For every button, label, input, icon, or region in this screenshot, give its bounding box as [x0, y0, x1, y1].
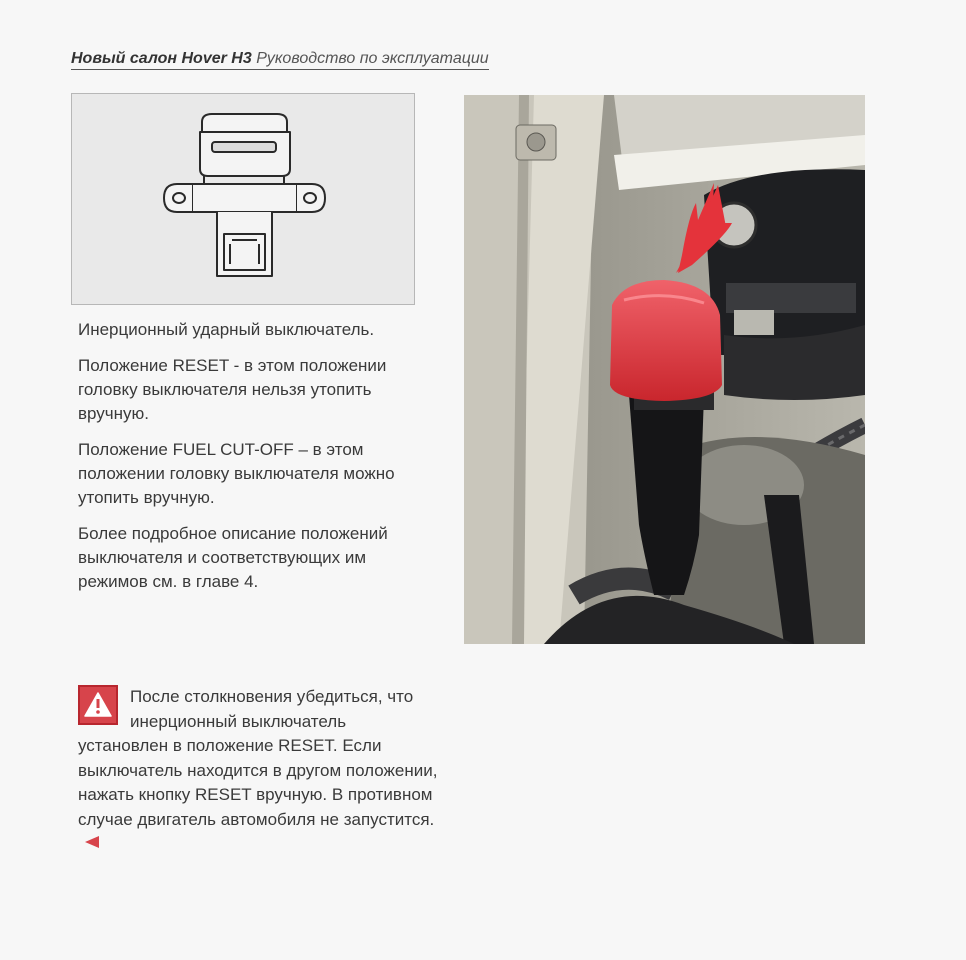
- warning-text: После столкновения убедиться, что инерционный выключатель установлен в положение RESET. Если выключатель находится в другом положении, нажать кнопку RESET вручную. В противном случае двигатель автомобиля не запустится.: [78, 687, 438, 829]
- engine-bay-photo: [464, 95, 865, 644]
- header-brand: Новый салон Hover H3: [71, 50, 252, 67]
- engine-bay-illustration: [464, 95, 865, 644]
- warning-block: [78, 685, 438, 857]
- inertia-switch-diagram: [71, 93, 415, 305]
- inertia-switch-drawing: [72, 94, 414, 304]
- paragraph-switch-title: Инерционный ударный выключатель.: [78, 320, 375, 339]
- paragraph-reset: Положение RESET - в этом положении головку выключателя нельзя утопить вручную.: [78, 356, 387, 423]
- body-text: [78, 318, 438, 606]
- end-of-section-triangle-icon: [84, 832, 100, 857]
- page-header: [71, 50, 489, 70]
- paragraph-more-info: Более подробное описание положений выключателя и соответствующих им режимов см. в главе 4.: [78, 524, 388, 591]
- warning-triangle-icon: [78, 685, 118, 725]
- paragraph-fuel-cut-off: Положение FUEL CUT-OFF – в этом положении головку выключателя можно утопить вручную.: [78, 440, 395, 507]
- header-subtitle: Руководство по эксплуатации: [256, 50, 489, 67]
